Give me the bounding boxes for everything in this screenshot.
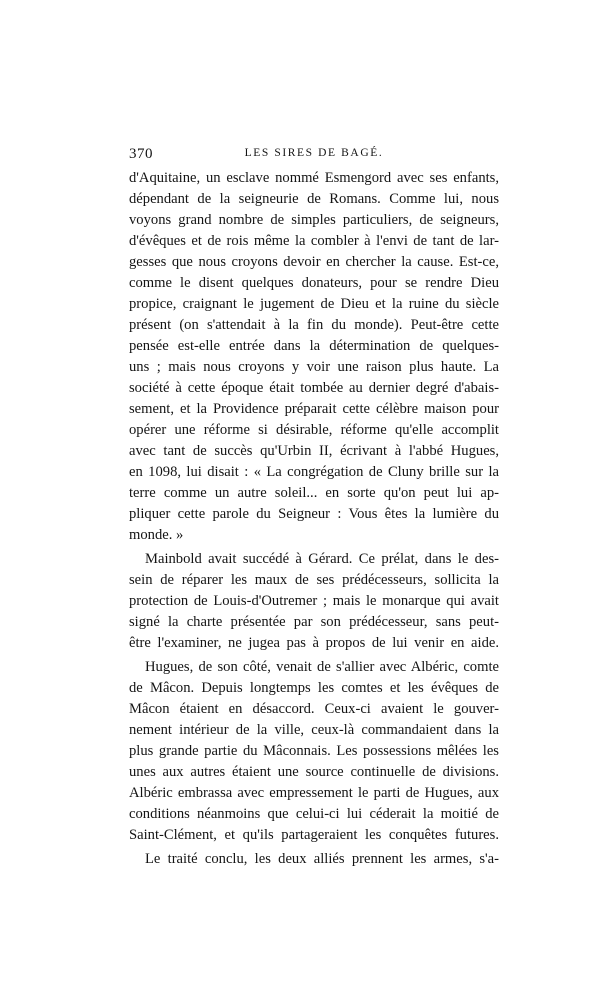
text-line: présent (on s'attendait à la fin du monde). Peut-être cette — [129, 317, 499, 333]
paragraph — [129, 657, 499, 846]
text-line: avec tant de succès qu'Urbin II, écrivant à l'abbé Hugues, — [129, 443, 499, 459]
text-line: unes aux autres étaient une source continuelle de divisions. — [129, 764, 499, 780]
text-line: protection de Louis-d'Outremer ; mais le monarque qui avait — [129, 593, 499, 609]
text-line: gesses que nous croyons devoir en chercher la cause. Est-ce, — [129, 254, 499, 270]
text-line: Mâcon étaient en désaccord. Ceux-ci avaient le gouver- — [129, 701, 499, 717]
paragraph — [129, 549, 499, 654]
text-line: pensée est-elle entrée dans la détermination de quelques- — [129, 338, 499, 354]
body-text — [129, 168, 499, 870]
text-line: de Mâcon. Depuis longtemps les comtes et les évêques de — [129, 680, 499, 696]
text-line: signé la charte présentée par son prédécesseur, sans peut- — [129, 614, 499, 630]
text-line: en 1098, lui disait : « La congrégation de Cluny brille sur la — [129, 464, 499, 480]
text-line: voyons grand nombre de simples particuliers, de seigneurs, — [129, 212, 499, 228]
text-line: société à cette époque était tombée au dernier degré d'abais- — [129, 380, 499, 396]
text-line: comme le disent quelques donateurs, pour se rendre Dieu — [129, 275, 499, 291]
text-line: monde. » — [129, 527, 184, 543]
paragraph — [129, 849, 499, 870]
text-line: Albéric embrassa avec empressement le parti de Hugues, aux — [129, 785, 499, 801]
text-line: sein de réparer les maux de ses prédécesseurs, sollicita la — [129, 572, 499, 588]
paragraph — [129, 168, 499, 546]
text-line: Le traité conclu, les deux alliés prennent les armes, s'a- — [145, 851, 499, 867]
text-line: sement, et la Providence préparait cette célèbre maison pour — [129, 401, 499, 417]
text-line: conditions néanmoins que celui-ci lui céderait la moitié de — [129, 806, 499, 822]
text-line: uns ; mais nous croyons y voir une raison plus haute. La — [129, 359, 499, 375]
text-line: d'évêques et de rois même la combler à l'envi de tant de lar- — [129, 233, 499, 249]
text-line: Saint-Clément, et qu'ils partageraient les conquêtes futures. — [129, 827, 499, 843]
text-line: propice, craignant le jugement de Dieu et la ruine du siècle — [129, 296, 499, 312]
text-line: d'Aquitaine, un esclave nommé Esmengord avec ses enfants, — [129, 170, 499, 186]
page-header — [129, 146, 499, 168]
text-line: plus grande partie du Mâconnais. Les possessions mêlées les — [129, 743, 499, 759]
page-number: 370 — [129, 146, 153, 162]
running-title: LES SIRES DE BAGÉ. — [244, 147, 384, 159]
text-line: opérer une réforme si désirable, réforme qu'elle accomplit — [129, 422, 499, 438]
text-line: nement intérieur de la ville, ceux-là commandaient dans la — [129, 722, 499, 738]
text-line: être l'examiner, ne jugea pas à propos de lui venir en aide. — [129, 635, 499, 651]
text-line: terre comme un autre soleil... en sorte qu'on peut lui ap- — [129, 485, 499, 501]
text-line: pliquer cette parole du Seigneur : Vous êtes la lumière du — [129, 506, 499, 522]
text-line: Mainbold avait succédé à Gérard. Ce prélat, dans le des- — [145, 551, 499, 567]
text-line: dépendant de la seigneurie de Romans. Comme lui, nous — [129, 191, 499, 207]
text-line: Hugues, de son côté, venait de s'allier avec Albéric, comte — [145, 659, 499, 675]
